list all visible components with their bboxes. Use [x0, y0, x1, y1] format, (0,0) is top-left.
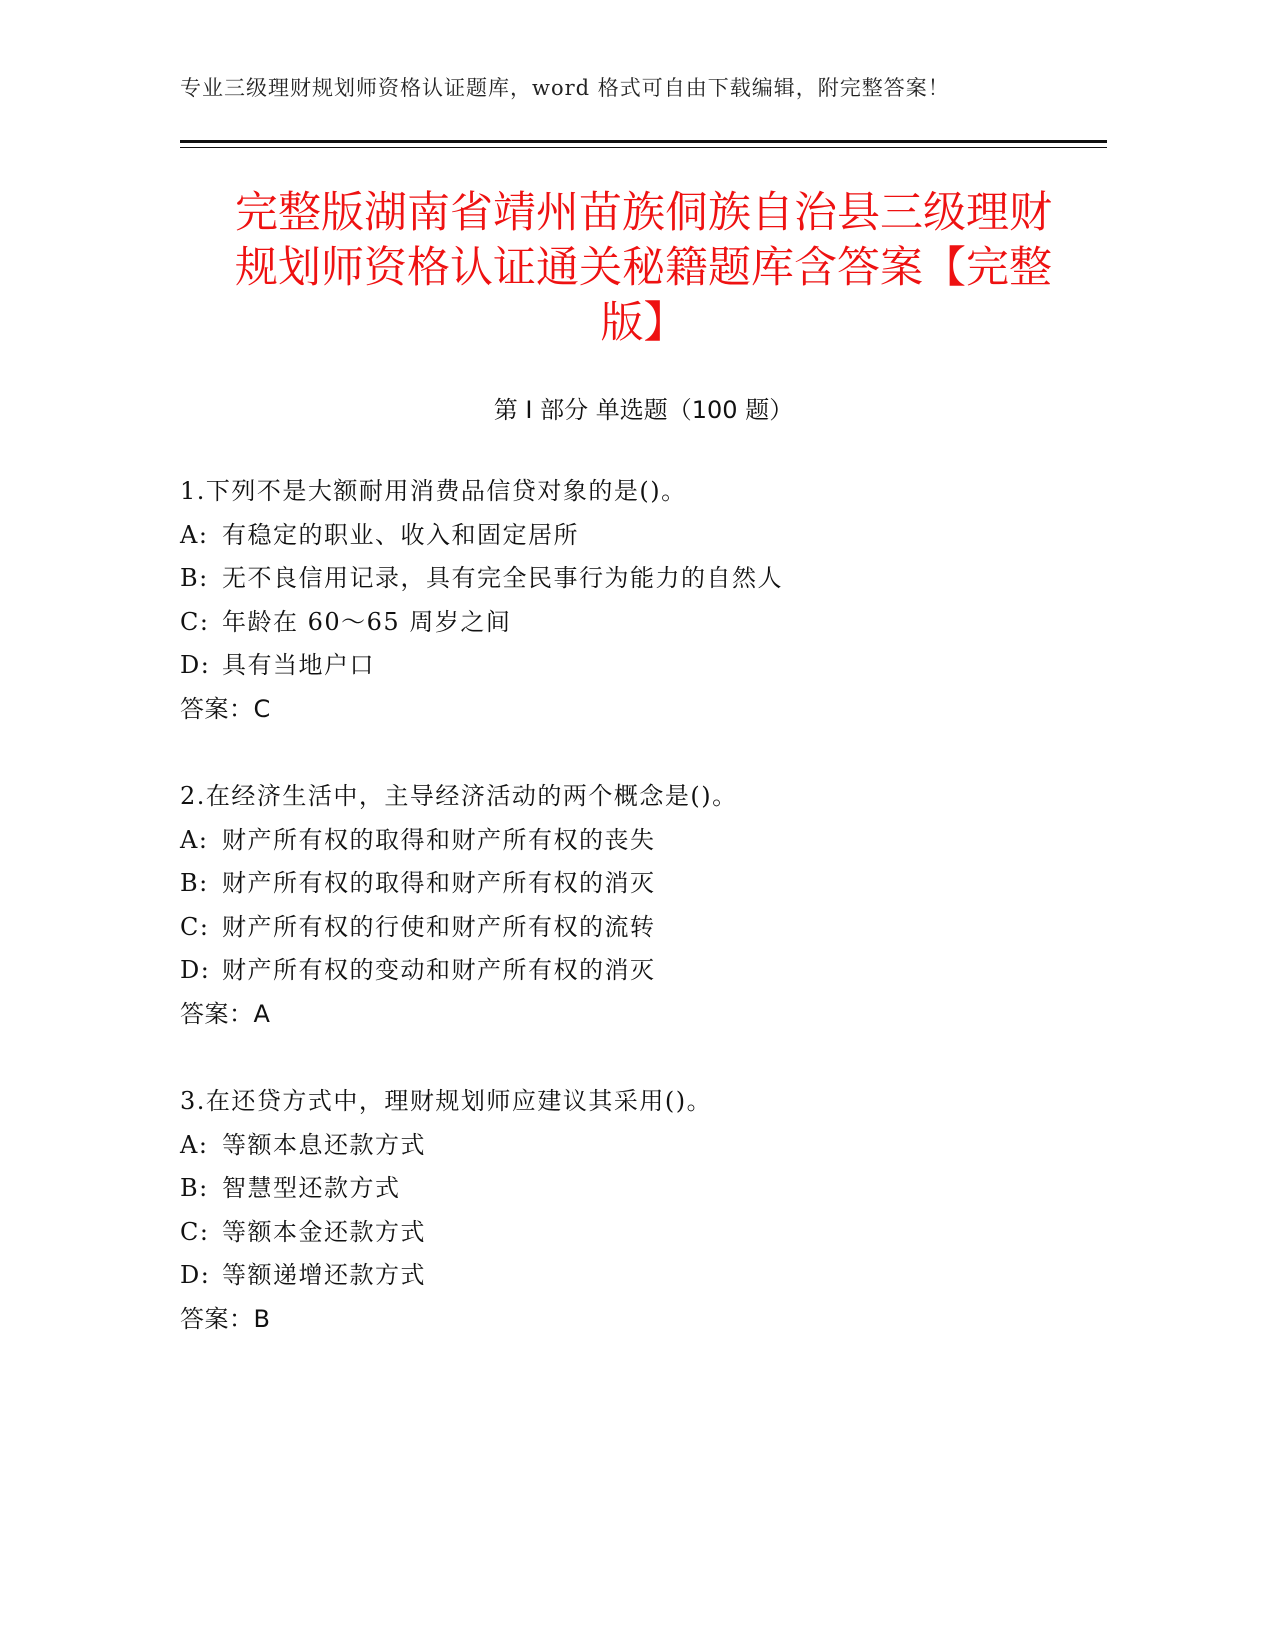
- option-text: 年龄在 60～65 周岁之间: [222, 607, 512, 636]
- option-label: A:: [180, 520, 209, 549]
- option-a: [180, 819, 1080, 863]
- header-rule-thick: [180, 140, 1107, 143]
- option-label: D:: [180, 1261, 211, 1290]
- option-text: 财产所有权的取得和财产所有权的消灭: [222, 869, 656, 898]
- option-text: 等额递增还款方式: [222, 1261, 426, 1290]
- question-stem: 1.下列不是大额耐用消费品信贷对象的是()。: [180, 477, 687, 505]
- option-label: C:: [180, 1217, 210, 1246]
- question-1: [180, 470, 1080, 732]
- option-b: [180, 1167, 1080, 1211]
- option-d: [180, 949, 1080, 993]
- option-c: [180, 906, 1080, 950]
- title-line-3: 版】: [600, 298, 687, 348]
- question-3: [180, 1080, 1080, 1342]
- option-label: B:: [180, 1174, 209, 1203]
- option-text: 财产所有权的变动和财产所有权的消灭: [222, 956, 656, 985]
- option-text: 等额本金还款方式: [222, 1217, 426, 1246]
- option-text: 等额本息还款方式: [222, 1130, 426, 1159]
- option-label: C:: [180, 912, 210, 941]
- option-text: 有稳定的职业、收入和固定居所: [222, 520, 579, 549]
- title-line-1: 完整版湖南省靖州苗族侗族自治县三级理财: [235, 188, 1052, 238]
- question-2: [180, 775, 1080, 1037]
- option-label: A:: [180, 825, 209, 854]
- question-stem: 2.在经济生活中，主导经济活动的两个概念是()。: [180, 782, 738, 810]
- option-label: A:: [180, 1130, 209, 1159]
- option-d: [180, 1254, 1080, 1298]
- option-b: [180, 557, 1080, 601]
- option-text: 财产所有权的取得和财产所有权的丧失: [222, 825, 656, 854]
- option-text: 智慧型还款方式: [222, 1174, 401, 1203]
- option-label: B:: [180, 869, 209, 898]
- title-line-2: 规划师资格认证通关秘籍题库含答案【完整: [235, 243, 1052, 293]
- option-text: 具有当地户口: [222, 651, 375, 680]
- header-rule-thin: [180, 147, 1107, 148]
- option-label: B:: [180, 564, 209, 593]
- document-title: [180, 186, 1107, 351]
- option-label: C:: [180, 607, 210, 636]
- option-b: [180, 862, 1080, 906]
- option-label: D:: [180, 956, 211, 985]
- option-c: [180, 601, 1080, 645]
- page-header-text: 专业三级理财规划师资格认证题库，word 格式可自由下载编辑，附完整答案！: [180, 76, 950, 100]
- option-a: [180, 1124, 1080, 1168]
- answer-text: 答案：B: [180, 1304, 271, 1333]
- answer-text: 答案：C: [180, 694, 271, 723]
- option-text: 无不良信用记录，具有完全民事行为能力的自然人: [222, 564, 783, 593]
- option-label: D:: [180, 651, 211, 680]
- question-stem: 3.在还贷方式中，理财规划师应建议其采用()。: [180, 1087, 713, 1115]
- answer-text: 答案：A: [180, 999, 271, 1028]
- option-a: [180, 514, 1080, 558]
- option-text: 财产所有权的行使和财产所有权的流转: [222, 912, 656, 941]
- section-title: 第 I 部分 单选题（100 题）: [493, 396, 794, 424]
- option-c: [180, 1211, 1080, 1255]
- option-d: [180, 644, 1080, 688]
